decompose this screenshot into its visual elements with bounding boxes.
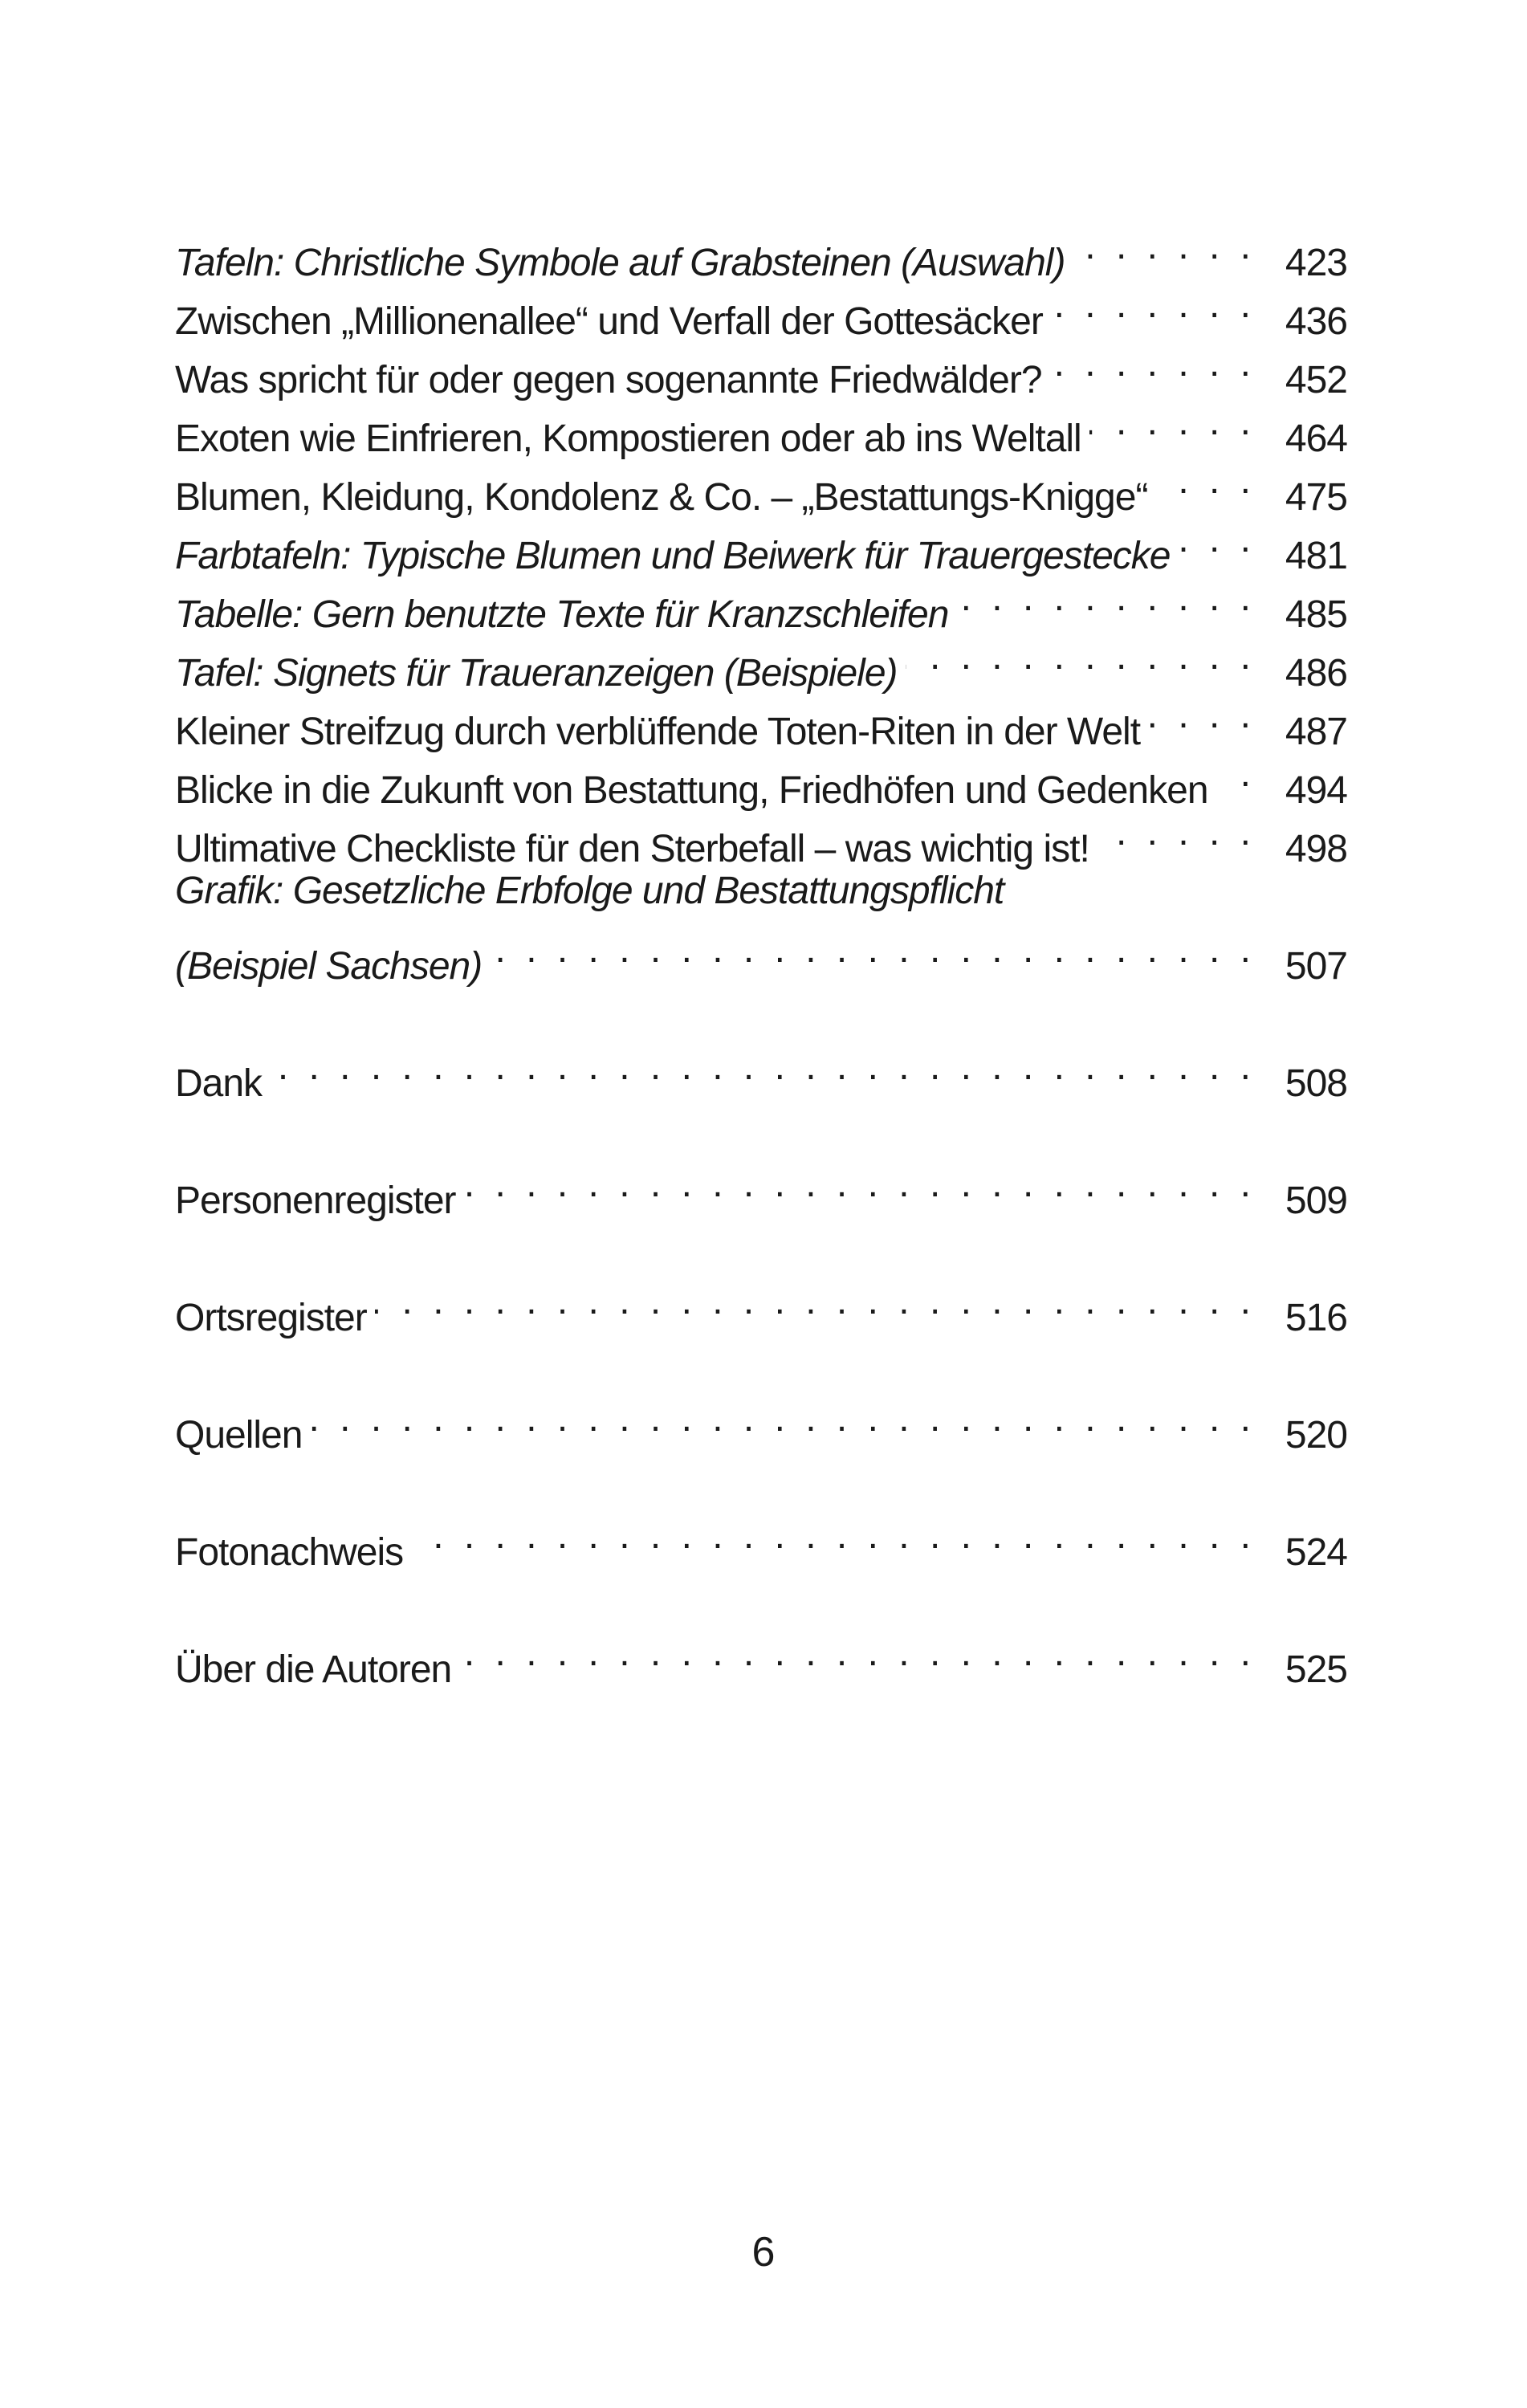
- toc-entry-title: Tafeln: Christliche Symbole auf Grabsteinen (Auswahl): [175, 242, 1065, 284]
- dot-leader: [1148, 686, 1256, 744]
- dot-leader: [1089, 393, 1256, 451]
- toc-section-title: Über die Autoren: [175, 1648, 452, 1691]
- toc-section: [175, 1037, 1347, 1105]
- toc-entry-title: Ultimative Checkliste für den Sterbefall – was wichtig ist!: [175, 828, 1089, 870]
- toc-section-title: Dank: [175, 1062, 263, 1105]
- dot-leader: [411, 1506, 1256, 1565]
- toc-section: [175, 1155, 1347, 1222]
- toc-entry-page: 475: [1285, 476, 1347, 519]
- toc-section-page: 509: [1285, 1180, 1347, 1222]
- toc-entry-title: Farbtafeln: Typische Blumen und Beiwerk für Trauergestecke: [175, 535, 1171, 577]
- toc-section: [175, 1389, 1347, 1457]
- toc-section: [175, 1506, 1347, 1574]
- toc-entry-page: 436: [1285, 300, 1347, 343]
- dot-leader: [1216, 744, 1256, 803]
- dot-leader: [956, 568, 1256, 627]
- dot-leader: [459, 1624, 1256, 1682]
- toc-entry-page: 464: [1285, 418, 1347, 460]
- dot-leader: [1073, 217, 1256, 275]
- toc-section-title: Quellen: [175, 1414, 303, 1457]
- dot-leader: [270, 1037, 1256, 1096]
- toc-section: [175, 1624, 1347, 1691]
- dot-leader: [490, 920, 1256, 979]
- toc-section-page: 524: [1285, 1531, 1347, 1574]
- dot-leader: [1155, 451, 1256, 510]
- toc-entry: [175, 217, 1347, 284]
- toc-entry-page: 486: [1285, 652, 1347, 695]
- toc-section-title: Fotonachweis: [175, 1531, 404, 1574]
- toc-entry-first-line: [175, 862, 1347, 920]
- toc-entry: [175, 920, 1347, 988]
- toc-section-page: 508: [1285, 1062, 1347, 1105]
- toc-entry-title: Exoten wie Einfrieren, Kompostieren oder ab ins Weltall: [175, 418, 1081, 460]
- toc-entry-title: Tabelle: Gern benutzte Texte für Kranzschleifen: [175, 593, 949, 636]
- page-number: 6: [751, 2229, 776, 2276]
- toc-entry-title: Zwischen „Millionenallee“ und Verfall der Gottesäcker: [175, 300, 1043, 343]
- toc-entry-title: Blumen, Kleidung, Kondolenz & Co. – „Bestattungs-Knigge“: [175, 476, 1148, 519]
- toc-section: [175, 1272, 1347, 1339]
- spacer: [175, 1448, 1347, 1506]
- dot-leader: [375, 1272, 1256, 1330]
- toc-entry-page: 494: [1285, 769, 1347, 812]
- toc-entry-title: Blicke in die Zukunft von Bestattung, Friedhöfen und Gedenken: [175, 769, 1208, 812]
- toc-entry-page: 498: [1285, 828, 1347, 870]
- toc-entry-page: 485: [1285, 593, 1347, 636]
- toc-section-title: Personenregister: [175, 1180, 456, 1222]
- toc-section-page: 516: [1285, 1297, 1347, 1339]
- toc-entry-page: 487: [1285, 711, 1347, 753]
- toc-section-page: 525: [1285, 1648, 1347, 1691]
- table-of-contents: [175, 217, 1347, 1691]
- dot-leader: [906, 627, 1256, 686]
- toc-entry-title: Tafel: Signets für Traueranzeigen (Beispiele): [175, 652, 898, 695]
- toc-section-title: Ortsregister: [175, 1297, 367, 1339]
- dot-leader: [1178, 510, 1256, 568]
- dot-leader: [310, 1389, 1256, 1448]
- dot-leader: [1097, 803, 1256, 862]
- toc-entry-title: Was spricht für oder gegen sogenannte Friedwälder?: [175, 359, 1042, 401]
- toc-entry-title: Grafik: Gesetzliche Erbfolge und Bestattungspflicht: [175, 870, 1004, 912]
- toc-entry-page: 452: [1285, 359, 1347, 401]
- toc-entry-page: 507: [1285, 945, 1347, 988]
- dot-leader: [464, 1155, 1256, 1213]
- dot-leader: [1051, 275, 1256, 334]
- spacer: [175, 1096, 1347, 1155]
- toc-entry-title-continued: (Beispiel Sachsen): [175, 945, 483, 988]
- toc-section-page: 520: [1285, 1414, 1347, 1457]
- toc-entry-page: 481: [1285, 535, 1347, 577]
- toc-entry-page: 423: [1285, 242, 1347, 284]
- dot-leader: [1050, 334, 1256, 393]
- toc-entry-title: Kleiner Streifzug durch verblüffende Toten-Riten in der Welt: [175, 711, 1141, 753]
